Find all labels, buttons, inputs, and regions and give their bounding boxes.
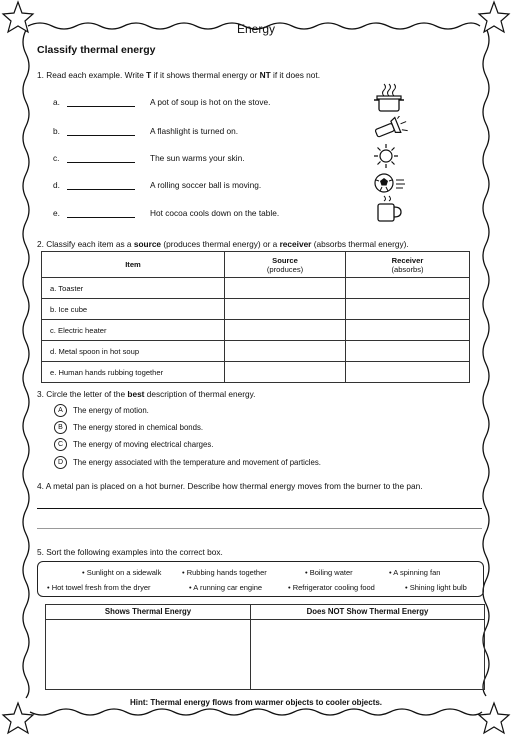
receiver-cell[interactable] bbox=[346, 341, 470, 362]
q1-prompt-nt: NT bbox=[259, 70, 271, 80]
q3-prompt-text-2: description of thermal energy. bbox=[144, 389, 256, 399]
q1-item-c bbox=[53, 153, 59, 163]
sort-right-header bbox=[251, 605, 484, 620]
q3-option-a[interactable] bbox=[54, 404, 149, 417]
option-letter-circle[interactable]: B bbox=[54, 421, 67, 434]
q1-answer-a[interactable] bbox=[67, 96, 135, 107]
sort-column-left[interactable] bbox=[46, 605, 251, 689]
classify-table bbox=[41, 251, 470, 383]
word-bank-item: • Boiling water bbox=[305, 568, 353, 577]
source-cell[interactable] bbox=[225, 320, 346, 341]
word-bank bbox=[37, 561, 484, 597]
option-letter-circle[interactable]: C bbox=[54, 438, 67, 451]
table-row bbox=[42, 362, 470, 383]
receiver-label: Receiver bbox=[391, 255, 424, 265]
option-text: The energy associated with the temperature and movement of particles. bbox=[73, 458, 321, 467]
q4-answer-line-2[interactable] bbox=[37, 528, 482, 529]
table-header-row bbox=[42, 252, 470, 278]
q1-answer-e[interactable] bbox=[67, 207, 135, 218]
pot-icon bbox=[372, 82, 406, 114]
row-item: e. Human hands rubbing together bbox=[42, 362, 225, 383]
sun-icon bbox=[373, 143, 399, 169]
q1-item-letter: d. bbox=[53, 180, 60, 190]
word-bank-item: • Refrigerator cooling food bbox=[288, 583, 375, 592]
source-cell[interactable] bbox=[225, 362, 346, 383]
sort-left-header: Shows Thermal Energy bbox=[46, 605, 250, 620]
q1-item-b bbox=[53, 126, 60, 136]
q2-prompt-text-3: (absorbs thermal energy). bbox=[311, 239, 409, 249]
q1-item-text: Hot cocoa cools down on the table. bbox=[150, 208, 280, 218]
q2-prompt bbox=[37, 239, 409, 249]
receiver-sub-label: (absorbs) bbox=[391, 264, 424, 274]
word-bank-item: • Hot towel fresh from the dryer bbox=[47, 583, 151, 592]
col-item-header: Item bbox=[42, 252, 225, 278]
q1-item-letter: a. bbox=[53, 97, 60, 107]
q1-item-letter: e. bbox=[53, 208, 60, 218]
sort-table bbox=[45, 604, 485, 690]
soccer-ball-icon bbox=[373, 172, 407, 194]
q3-option-d[interactable] bbox=[54, 456, 321, 469]
row-item: c. Electric heater bbox=[42, 320, 225, 341]
sort-right-not: NOT bbox=[327, 607, 345, 616]
q4-answer-line-1[interactable] bbox=[37, 508, 482, 509]
q2-prompt-text-2: (produces thermal energy) or a bbox=[161, 239, 280, 249]
q1-answer-d[interactable] bbox=[67, 179, 135, 190]
q1-answer-b[interactable] bbox=[67, 125, 135, 136]
option-text: The energy of moving electrical charges. bbox=[73, 440, 214, 449]
q1-item-text: A rolling soccer ball is moving. bbox=[150, 180, 262, 190]
table-row bbox=[42, 320, 470, 341]
q3-option-c[interactable] bbox=[54, 438, 213, 451]
row-item: d. Metal spoon in hot soup bbox=[42, 341, 225, 362]
word-bank-item: • A running car engine bbox=[189, 583, 263, 592]
option-letter-circle[interactable]: D bbox=[54, 456, 67, 469]
q1-prompt-text: 1. Read each example. Write bbox=[37, 70, 147, 80]
receiver-cell[interactable] bbox=[346, 320, 470, 341]
sort-right-text: Does bbox=[306, 607, 328, 616]
receiver-cell[interactable] bbox=[346, 299, 470, 320]
word-bank-item: • Rubbing hands together bbox=[182, 568, 267, 577]
q1-answer-c[interactable] bbox=[67, 152, 135, 163]
q1-item-text: A flashlight is turned on. bbox=[150, 126, 239, 136]
q1-item-d bbox=[53, 180, 60, 190]
table-row bbox=[42, 299, 470, 320]
q4-prompt: 4. A metal pan is placed on a hot burner. Describe how thermal energy moves from the burner to the pan. bbox=[37, 481, 423, 491]
source-cell[interactable] bbox=[225, 278, 346, 299]
table-row bbox=[42, 341, 470, 362]
q1-prompt-text-3: if it does not. bbox=[270, 70, 321, 80]
option-text: The energy of motion. bbox=[73, 406, 149, 415]
q1-item-letter: b. bbox=[53, 126, 60, 136]
q1-prompt-t: T bbox=[146, 70, 152, 80]
page-title: Energy bbox=[236, 22, 276, 36]
q3-option-b[interactable] bbox=[54, 421, 203, 434]
q1-prompt-text-2: if it shows thermal energy or bbox=[151, 70, 260, 80]
q3-prompt-text: 3. Circle the letter of the bbox=[37, 389, 128, 399]
source-cell[interactable] bbox=[225, 341, 346, 362]
source-sub-label: (produces) bbox=[266, 264, 304, 274]
q1-item-letter: c. bbox=[53, 153, 60, 163]
q2-prompt-source: source bbox=[133, 239, 162, 249]
col-receiver-header bbox=[346, 252, 470, 278]
q1-prompt bbox=[37, 70, 320, 80]
word-bank-item: • Shining light bulb bbox=[405, 583, 467, 592]
section-heading: Classify thermal energy bbox=[37, 44, 156, 56]
sort-column-right[interactable] bbox=[251, 605, 484, 689]
row-item: a. Toaster bbox=[42, 278, 225, 299]
q1-item-text: A pot of soup is hot on the stove. bbox=[150, 97, 271, 107]
q1-item-e bbox=[53, 208, 60, 218]
q5-prompt: 5. Sort the following examples into the correct box. bbox=[37, 547, 223, 557]
col-source-header bbox=[225, 252, 346, 278]
q1-item-a bbox=[53, 97, 60, 107]
option-letter-circle[interactable]: A bbox=[54, 404, 67, 417]
flashlight-icon bbox=[372, 116, 408, 138]
star-bottom-right bbox=[479, 703, 509, 733]
receiver-cell[interactable] bbox=[346, 278, 470, 299]
sort-right-text-2: Show Thermal Energy bbox=[344, 607, 429, 616]
source-label: Source bbox=[272, 255, 298, 265]
star-bottom-left bbox=[3, 703, 33, 733]
mug-icon bbox=[374, 194, 404, 224]
q3-prompt bbox=[37, 389, 255, 399]
q2-prompt-receiver: receiver bbox=[279, 239, 312, 249]
hint-text: Hint: Thermal energy flows from warmer objects to cooler objects. bbox=[129, 698, 383, 707]
word-bank-item: • A spinning fan bbox=[389, 568, 441, 577]
table-row bbox=[42, 278, 470, 299]
row-item: b. Ice cube bbox=[42, 299, 225, 320]
q1-item-text: The sun warms your skin. bbox=[150, 153, 245, 163]
receiver-cell[interactable] bbox=[346, 362, 470, 383]
q3-prompt-best: best bbox=[127, 389, 145, 399]
source-cell[interactable] bbox=[225, 299, 346, 320]
word-bank-item: • Sunlight on a sidewalk bbox=[82, 568, 162, 577]
option-text: The energy stored in chemical bonds. bbox=[73, 423, 204, 432]
q2-prompt-text: 2. Classify each item as a bbox=[37, 239, 134, 249]
